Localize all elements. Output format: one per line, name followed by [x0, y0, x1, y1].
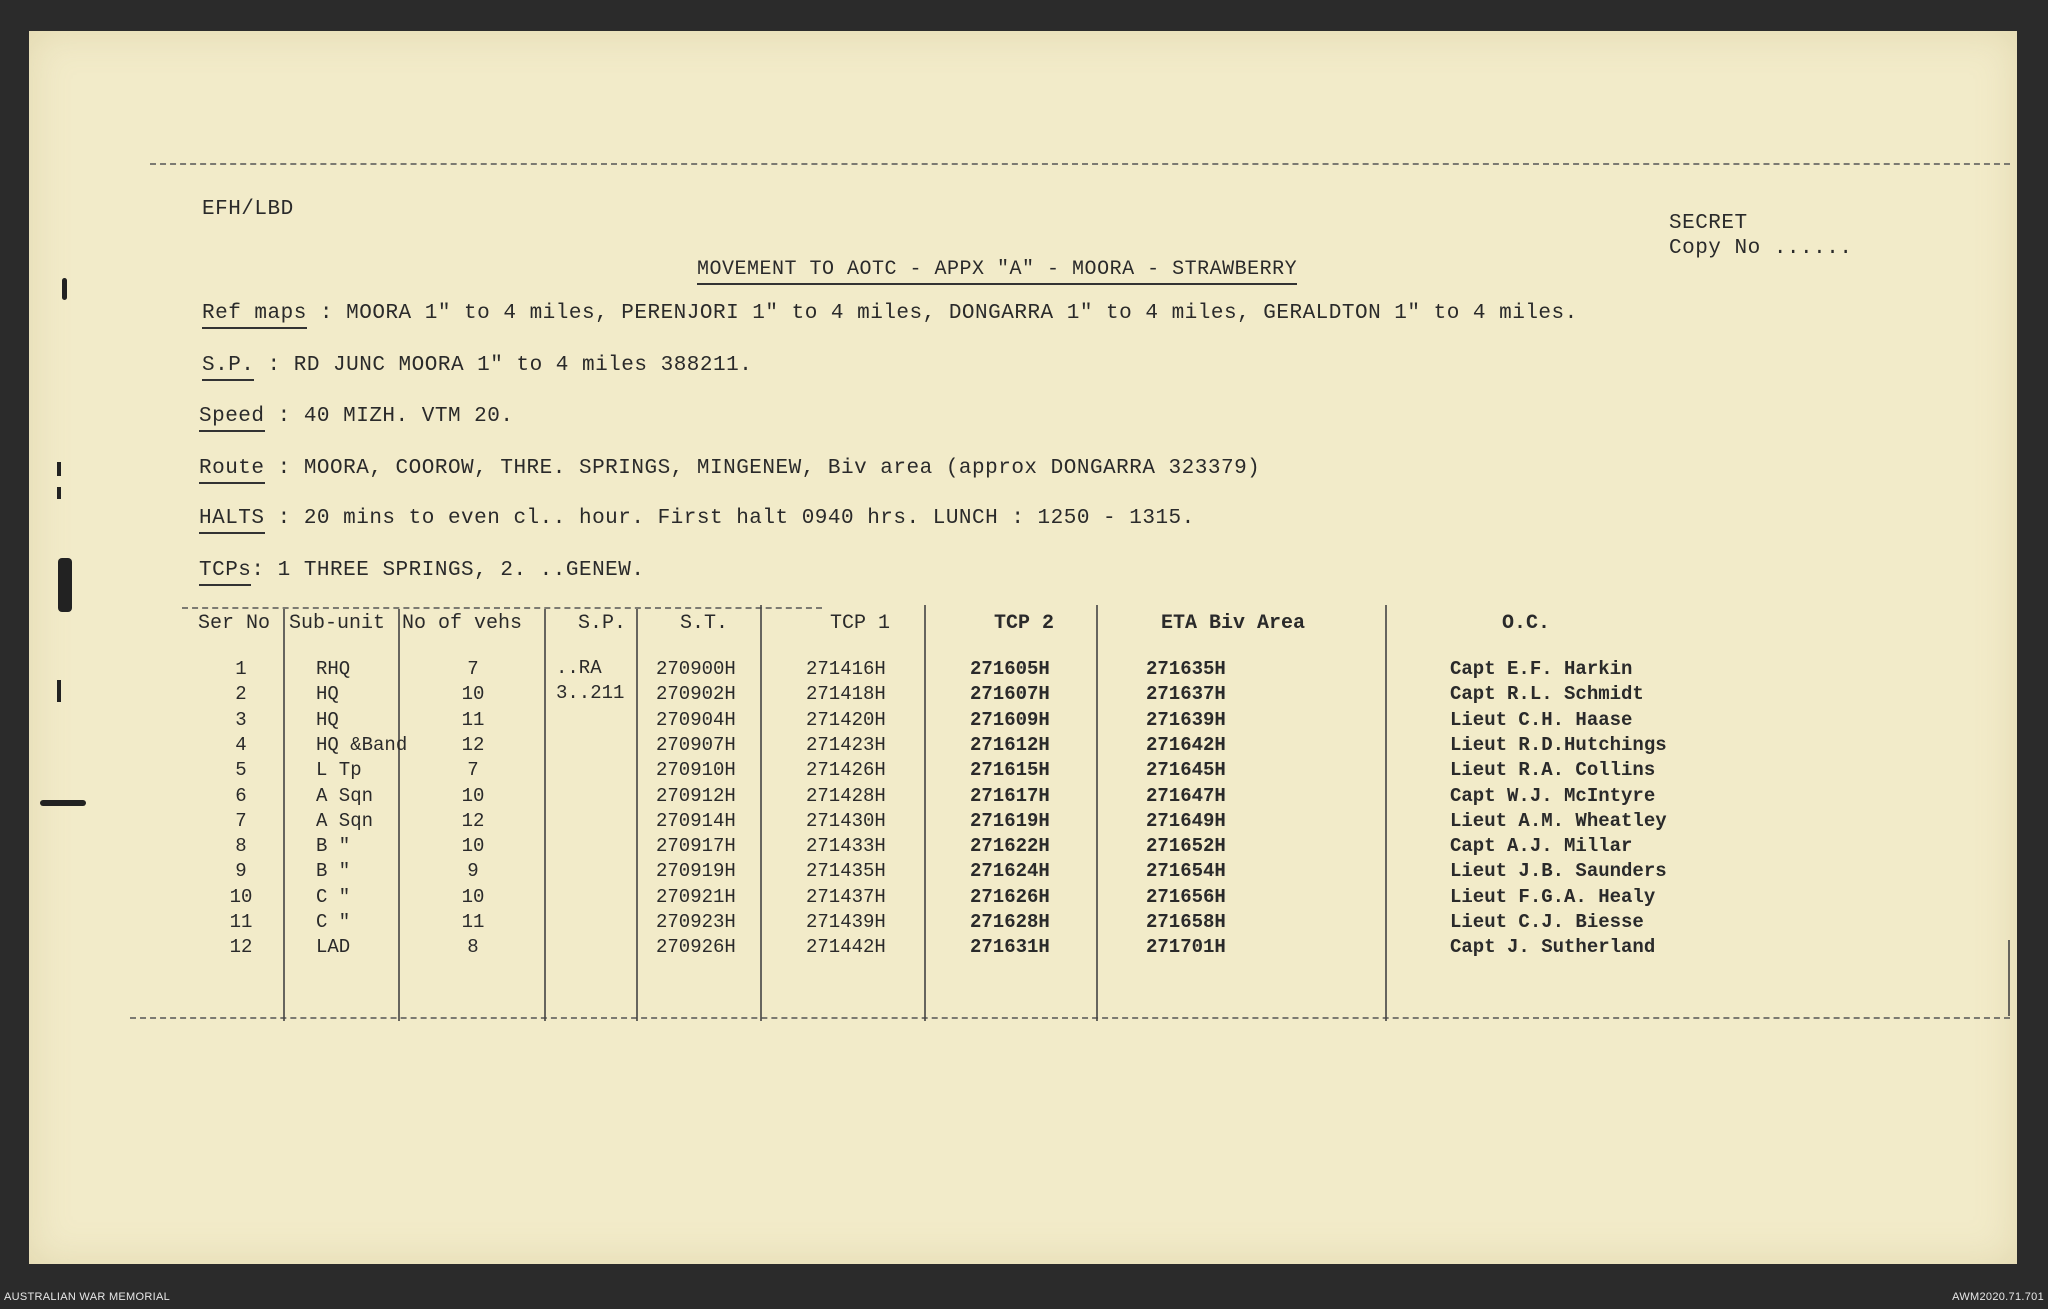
top-rule	[150, 163, 2010, 165]
cell-st: 270907H	[656, 733, 736, 756]
cell-tcp2: 271626H	[970, 885, 1050, 908]
table-col-divider	[283, 609, 285, 1021]
cell-tcp2: 271609H	[970, 708, 1050, 731]
cell-tcp1: 271433H	[806, 835, 886, 858]
cell-st: 270926H	[656, 936, 736, 959]
header-sub-unit: Sub-unit	[289, 612, 386, 635]
header-st: S.T.	[680, 612, 729, 635]
cell-tcp2: 271622H	[970, 835, 1050, 858]
cell-tcp2: 271631H	[970, 936, 1050, 959]
table-col-divider	[636, 609, 638, 1021]
cell-tcp1: 271420H	[806, 708, 886, 731]
edge-mark	[62, 278, 67, 300]
cell-tcp1: 271416H	[806, 658, 886, 680]
cell-no-of-vehs: 10	[461, 835, 485, 858]
field-value: : RD JUNC MOORA 1" to 4 miles 388211.	[254, 354, 753, 377]
cell-tcp1: 271426H	[806, 759, 886, 782]
cell-eta: 271637H	[1146, 683, 1226, 706]
cell-st: 270917H	[656, 835, 736, 858]
edge-mark	[58, 558, 72, 612]
cell-sub-unit: HQ	[316, 708, 339, 731]
cell-tcp2: 271619H	[970, 809, 1050, 832]
cell-sub-unit: HQ &Band	[316, 733, 408, 756]
table-col-divider	[398, 609, 400, 1021]
cell-sub-unit: C "	[316, 911, 351, 933]
cell-eta: 271649H	[1146, 809, 1226, 832]
cell-st: 270900H	[656, 658, 736, 680]
cell-ser-no: 5	[235, 759, 247, 782]
cell-ser-no: 9	[235, 860, 247, 883]
table-top-rule	[182, 607, 822, 609]
cell-eta: 271635H	[1146, 658, 1226, 680]
cell-no-of-vehs: 11	[461, 911, 485, 933]
cell-eta: 271647H	[1146, 784, 1226, 807]
cell-oc: Lieut R.D.Hutchings	[1450, 733, 1667, 756]
edge-mark	[40, 800, 86, 806]
cell-tcp1: 271423H	[806, 733, 886, 756]
field-label: TCPs	[199, 559, 251, 586]
cell-eta: 271645H	[1146, 759, 1226, 782]
cell-oc: Lieut C.H. Haase	[1450, 708, 1633, 731]
cell-st: 270921H	[656, 885, 736, 908]
cell-ser-no: 2	[235, 683, 247, 706]
cell-tcp2: 271605H	[970, 658, 1050, 680]
cell-tcp2: 271615H	[970, 759, 1050, 782]
field-ref-maps	[202, 302, 1578, 325]
cell-oc: Lieut F.G.A. Healy	[1450, 885, 1656, 908]
cell-oc: Lieut R.A. Collins	[1450, 759, 1656, 782]
cell-tcp2: 271607H	[970, 683, 1050, 706]
footer-source: AUSTRALIAN WAR MEMORIAL	[4, 1291, 171, 1303]
field-label: Route	[199, 457, 265, 484]
field-tcps	[199, 559, 644, 582]
cell-eta: 271701H	[1146, 936, 1226, 959]
cell-eta: 271654H	[1146, 860, 1226, 883]
cell-no-of-vehs: 9	[467, 860, 479, 883]
table-col-divider	[544, 609, 546, 1021]
field-halts	[199, 507, 1195, 530]
cell-tcp1: 271439H	[806, 911, 886, 933]
table-right-edge	[2008, 940, 2010, 1016]
cell-ser-no: 6	[235, 784, 247, 807]
edge-mark	[57, 680, 61, 702]
header-tcp2: TCP 2	[994, 612, 1055, 635]
cell-sub-unit: L Tp	[316, 759, 362, 782]
field-route	[199, 457, 1260, 480]
document-reference: EFH/LBD	[202, 198, 294, 221]
cell-st: 270902H	[656, 683, 736, 706]
field-value: : 20 mins to even cl.. hour. First halt 0940 hrs. LUNCH : 1250 - 1315.	[264, 507, 1195, 530]
cell-eta: 271639H	[1146, 708, 1226, 731]
cell-ser-no: 8	[235, 835, 247, 858]
cell-tcp1: 271435H	[806, 860, 886, 883]
edge-mark	[57, 462, 61, 476]
cell-ser-no: 3	[235, 708, 247, 731]
cell-no-of-vehs: 7	[467, 658, 479, 680]
field-value: : 40 MIZH. VTM 20.	[264, 405, 514, 428]
field-sp	[202, 354, 752, 377]
cell-sub-unit: LAD	[316, 936, 351, 959]
field-label: Ref maps	[202, 302, 307, 329]
cell-st: 270910H	[656, 759, 736, 782]
sp-note: ..RA	[556, 657, 602, 679]
table-col-divider	[924, 605, 926, 1021]
document-title: MOVEMENT TO AOTC - APPX "A" - MOORA - STRAWBERRY	[697, 258, 1297, 285]
cell-ser-no: 10	[229, 885, 253, 908]
cell-eta: 271658H	[1146, 911, 1226, 933]
cell-sub-unit: HQ	[316, 683, 339, 706]
cell-st: 270919H	[656, 860, 736, 883]
cell-tcp1: 271442H	[806, 936, 886, 959]
cell-eta: 271652H	[1146, 835, 1226, 858]
cell-oc: Lieut A.M. Wheatley	[1450, 809, 1667, 832]
header-tcp1: TCP 1	[830, 612, 891, 635]
cell-oc: Capt R.L. Schmidt	[1450, 683, 1644, 706]
field-value: : MOORA 1" to 4 miles, PERENJORI 1" to 4 miles, DONGARRA 1" to 4 miles, GERALDTON 1" to 4 miles.	[306, 302, 1578, 325]
cell-tcp2: 271612H	[970, 733, 1050, 756]
cell-ser-no: 1	[235, 658, 247, 680]
cell-oc: Lieut J.B. Saunders	[1450, 860, 1667, 883]
cell-ser-no: 7	[235, 809, 247, 832]
table-col-divider	[1096, 605, 1098, 1021]
cell-sub-unit: B "	[316, 860, 351, 883]
cell-sub-unit: A Sqn	[316, 784, 374, 807]
footer-accession: AWM2020.71.701	[1952, 1291, 2044, 1303]
cell-oc: Capt A.J. Millar	[1450, 835, 1633, 858]
edge-mark	[57, 487, 61, 499]
cell-no-of-vehs: 12	[461, 809, 485, 832]
cell-oc: Capt W.J. McIntyre	[1450, 784, 1656, 807]
field-label: S.P.	[202, 354, 254, 381]
table-col-divider	[760, 605, 762, 1021]
cell-tcp1: 271437H	[806, 885, 886, 908]
field-value: : 1 THREE SPRINGS, 2. ..GENEW.	[251, 559, 645, 582]
cell-tcp1: 271418H	[806, 683, 886, 706]
cell-ser-no: 4	[235, 733, 247, 756]
copy-number: Copy No ......	[1669, 237, 1853, 260]
header-eta: ETA Biv Area	[1161, 612, 1306, 635]
cell-st: 270923H	[656, 911, 736, 933]
cell-ser-no: 11	[229, 911, 253, 933]
sp-note: 3..211	[556, 682, 625, 704]
cell-tcp1: 271428H	[806, 784, 886, 807]
field-label: Speed	[199, 405, 265, 432]
cell-tcp2: 271624H	[970, 860, 1050, 883]
header-oc: O.C.	[1502, 612, 1551, 635]
cell-no-of-vehs: 8	[467, 936, 479, 959]
cell-no-of-vehs: 11	[461, 708, 485, 731]
cell-no-of-vehs: 12	[461, 733, 485, 756]
field-speed	[199, 405, 513, 428]
cell-oc: Capt E.F. Harkin	[1450, 658, 1633, 680]
cell-tcp1: 271430H	[806, 809, 886, 832]
header-sp: S.P.	[578, 612, 627, 635]
cell-st: 270904H	[656, 708, 736, 731]
header-no-of-vehs: No of vehs	[402, 612, 523, 635]
cell-sub-unit: A Sqn	[316, 809, 374, 832]
cell-tcp2: 271617H	[970, 784, 1050, 807]
cell-sub-unit: B "	[316, 835, 351, 858]
cell-no-of-vehs: 10	[461, 885, 485, 908]
cell-ser-no: 12	[229, 936, 253, 959]
cell-st: 270912H	[656, 784, 736, 807]
table-col-divider	[1385, 605, 1387, 1021]
cell-tcp2: 271628H	[970, 911, 1050, 933]
cell-no-of-vehs: 7	[467, 759, 479, 782]
cell-sub-unit: C "	[316, 885, 351, 908]
cell-no-of-vehs: 10	[461, 683, 485, 706]
cell-eta: 271656H	[1146, 885, 1226, 908]
cell-sub-unit: RHQ	[316, 658, 351, 680]
cell-oc: Lieut C.J. Biesse	[1450, 911, 1644, 933]
classification-label: SECRET	[1669, 212, 1748, 235]
cell-st: 270914H	[656, 809, 736, 832]
field-value: : MOORA, COOROW, THRE. SPRINGS, MINGENEW, Biv area (approx DONGARRA 323379)	[264, 457, 1261, 480]
field-label: HALTS	[199, 507, 265, 534]
cell-no-of-vehs: 10	[461, 784, 485, 807]
cell-eta: 271642H	[1146, 733, 1226, 756]
header-ser-no: Ser No	[198, 612, 271, 635]
cell-oc: Capt J. Sutherland	[1450, 936, 1656, 959]
table-bottom-rule	[130, 1017, 2010, 1019]
